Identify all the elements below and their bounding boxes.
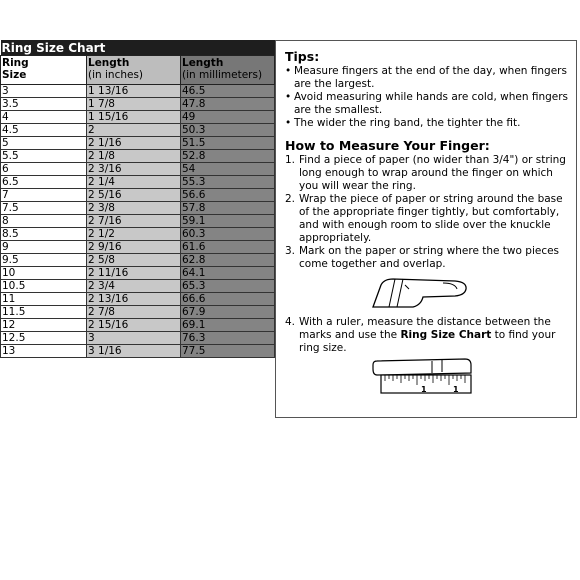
cell-ring-size: 8 xyxy=(1,215,87,228)
cell-ring-size: 11 xyxy=(1,293,87,306)
how-to-title: How to Measure Your Finger: xyxy=(285,138,490,153)
header-inches-line1: Length xyxy=(88,57,130,69)
chart-row xyxy=(1,228,275,241)
cell-length-mm: 49 xyxy=(181,111,275,124)
chart-row xyxy=(1,189,275,202)
chart-row xyxy=(1,280,275,293)
ruler-tick-label: 1 xyxy=(421,385,427,394)
step-number: 4. xyxy=(285,316,296,328)
cell-ring-size: 13 xyxy=(1,345,87,358)
cell-length-inches: 2 5/8 xyxy=(87,254,181,267)
ruler-icon xyxy=(285,355,575,403)
step-item xyxy=(285,245,570,271)
cell-length-mm: 59.1 xyxy=(181,215,275,228)
cell-ring-size: 6.5 xyxy=(1,176,87,189)
cell-length-inches: 2 15/16 xyxy=(87,319,181,332)
cell-ring-size: 6 xyxy=(1,163,87,176)
cell-ring-size: 7.5 xyxy=(1,202,87,215)
chart-row xyxy=(1,241,275,254)
chart-row xyxy=(1,267,275,280)
cell-ring-size: 10.5 xyxy=(1,280,87,293)
chart-row xyxy=(1,124,275,137)
cell-length-inches: 2 3/4 xyxy=(87,280,181,293)
chart-row xyxy=(1,98,275,111)
steps-list xyxy=(285,154,570,271)
step-text: Find a piece of paper (no wider than 3/4") or string long enough to wrap around the finger on which you will wear the ring. xyxy=(299,154,566,192)
cell-length-inches: 2 1/8 xyxy=(87,150,181,163)
cell-length-mm: 51.5 xyxy=(181,137,275,150)
step-number: 1. xyxy=(285,154,296,166)
instructions-panel xyxy=(275,40,577,418)
cell-length-inches: 1 7/8 xyxy=(87,98,181,111)
cell-length-inches: 2 5/16 xyxy=(87,189,181,202)
cell-length-mm: 64.1 xyxy=(181,267,275,280)
cell-length-inches: 2 13/16 xyxy=(87,293,181,306)
cell-length-mm: 61.6 xyxy=(181,241,275,254)
cell-length-mm: 76.3 xyxy=(181,332,275,345)
step-item xyxy=(285,154,570,193)
cell-ring-size: 11.5 xyxy=(1,306,87,319)
cell-length-inches: 2 9/16 xyxy=(87,241,181,254)
cell-length-mm: 67.9 xyxy=(181,306,275,319)
cell-length-mm: 62.8 xyxy=(181,254,275,267)
tip-item: • Avoid measuring while hands are cold, when fingers are the smallest. xyxy=(285,91,570,117)
step-text: Wrap the piece of paper or string around the base of the appropriate finger tightly, but comfortably, and with enough room to slide over the knuckle appropriately. xyxy=(299,193,563,244)
header-ring-size xyxy=(1,56,87,85)
ruler-illustration xyxy=(285,355,570,403)
cell-length-inches: 2 1/2 xyxy=(87,228,181,241)
cell-length-mm: 46.5 xyxy=(181,85,275,98)
finger-wrap-icon xyxy=(285,271,575,315)
cell-length-mm: 65.3 xyxy=(181,280,275,293)
step-text-after: to find your ring size. xyxy=(299,329,556,354)
header-mm-line1: Length xyxy=(182,57,224,69)
cell-length-mm: 56.6 xyxy=(181,189,275,202)
cell-length-mm: 54 xyxy=(181,163,275,176)
tips-list xyxy=(285,65,570,130)
cell-length-inches: 1 13/16 xyxy=(87,85,181,98)
cell-length-inches: 3 xyxy=(87,332,181,345)
cell-ring-size: 3.5 xyxy=(1,98,87,111)
cell-length-inches: 2 7/8 xyxy=(87,306,181,319)
step-text: Mark on the paper or string where the two pieces come together and overlap. xyxy=(299,245,560,270)
cell-ring-size: 7 xyxy=(1,189,87,202)
chart-row xyxy=(1,293,275,306)
chart-row xyxy=(1,345,275,358)
header-length-mm xyxy=(181,56,275,85)
cell-length-mm: 57.8 xyxy=(181,202,275,215)
header-length-inches xyxy=(87,56,181,85)
cell-length-inches: 2 1/4 xyxy=(87,176,181,189)
chart-row xyxy=(1,150,275,163)
steps-list-continued xyxy=(285,316,570,355)
step-number: 3. xyxy=(285,245,296,257)
chart-row xyxy=(1,254,275,267)
cell-length-mm: 66.6 xyxy=(181,293,275,306)
step-item xyxy=(285,316,570,355)
cell-length-mm: 50.3 xyxy=(181,124,275,137)
cell-ring-size: 12.5 xyxy=(1,332,87,345)
cell-length-inches: 2 7/16 xyxy=(87,215,181,228)
tips-title: Tips: xyxy=(285,49,320,64)
cell-ring-size: 4 xyxy=(1,111,87,124)
cell-ring-size: 12 xyxy=(1,319,87,332)
header-ring-size-line2: Size xyxy=(2,69,27,81)
chart-title: Ring Size Chart xyxy=(1,40,275,56)
cell-ring-size: 9.5 xyxy=(1,254,87,267)
tip-item: • The wider the ring band, the tighter the fit. xyxy=(285,117,570,130)
header-ring-size-line1: Ring xyxy=(2,57,29,69)
cell-length-inches: 3 1/16 xyxy=(87,345,181,358)
header-inches-line2: (in inches) xyxy=(88,69,144,81)
cell-ring-size: 5 xyxy=(1,137,87,150)
cell-length-mm: 52.8 xyxy=(181,150,275,163)
cell-ring-size: 9 xyxy=(1,241,87,254)
tip-item: • Measure fingers at the end of the day, when fingers are the largest. xyxy=(285,65,570,91)
step-text-before: With a ruler, measure the distance between the marks and use the xyxy=(299,316,551,341)
chart-row xyxy=(1,163,275,176)
chart-row xyxy=(1,332,275,345)
cell-ring-size: 3 xyxy=(1,85,87,98)
finger-illustration xyxy=(285,271,570,315)
chart-row xyxy=(1,202,275,215)
cell-length-inches: 2 11/16 xyxy=(87,267,181,280)
cell-length-mm: 47.8 xyxy=(181,98,275,111)
cell-ring-size: 5.5 xyxy=(1,150,87,163)
cell-length-mm: 69.1 xyxy=(181,319,275,332)
chart-row xyxy=(1,176,275,189)
header-mm-line2: (in millimeters) xyxy=(182,69,263,81)
cell-ring-size: 8.5 xyxy=(1,228,87,241)
chart-row xyxy=(1,137,275,150)
ring-size-chart xyxy=(0,40,275,358)
cell-length-mm: 77.5 xyxy=(181,345,275,358)
step-item xyxy=(285,193,570,245)
cell-length-mm: 60.3 xyxy=(181,228,275,241)
chart-row xyxy=(1,215,275,228)
cell-length-inches: 2 xyxy=(87,124,181,137)
chart-row xyxy=(1,306,275,319)
chart-row xyxy=(1,319,275,332)
chart-row xyxy=(1,111,275,124)
ruler-tick-label: 1 xyxy=(453,385,459,394)
cell-length-inches: 1 15/16 xyxy=(87,111,181,124)
cell-length-inches: 2 3/16 xyxy=(87,163,181,176)
cell-length-mm: 55.3 xyxy=(181,176,275,189)
step-number: 2. xyxy=(285,193,296,205)
cell-ring-size: 4.5 xyxy=(1,124,87,137)
step-text-bold: Ring Size Chart xyxy=(400,329,492,341)
cell-length-inches: 2 1/16 xyxy=(87,137,181,150)
cell-length-inches: 2 3/8 xyxy=(87,202,181,215)
cell-ring-size: 10 xyxy=(1,267,87,280)
chart-row xyxy=(1,85,275,98)
